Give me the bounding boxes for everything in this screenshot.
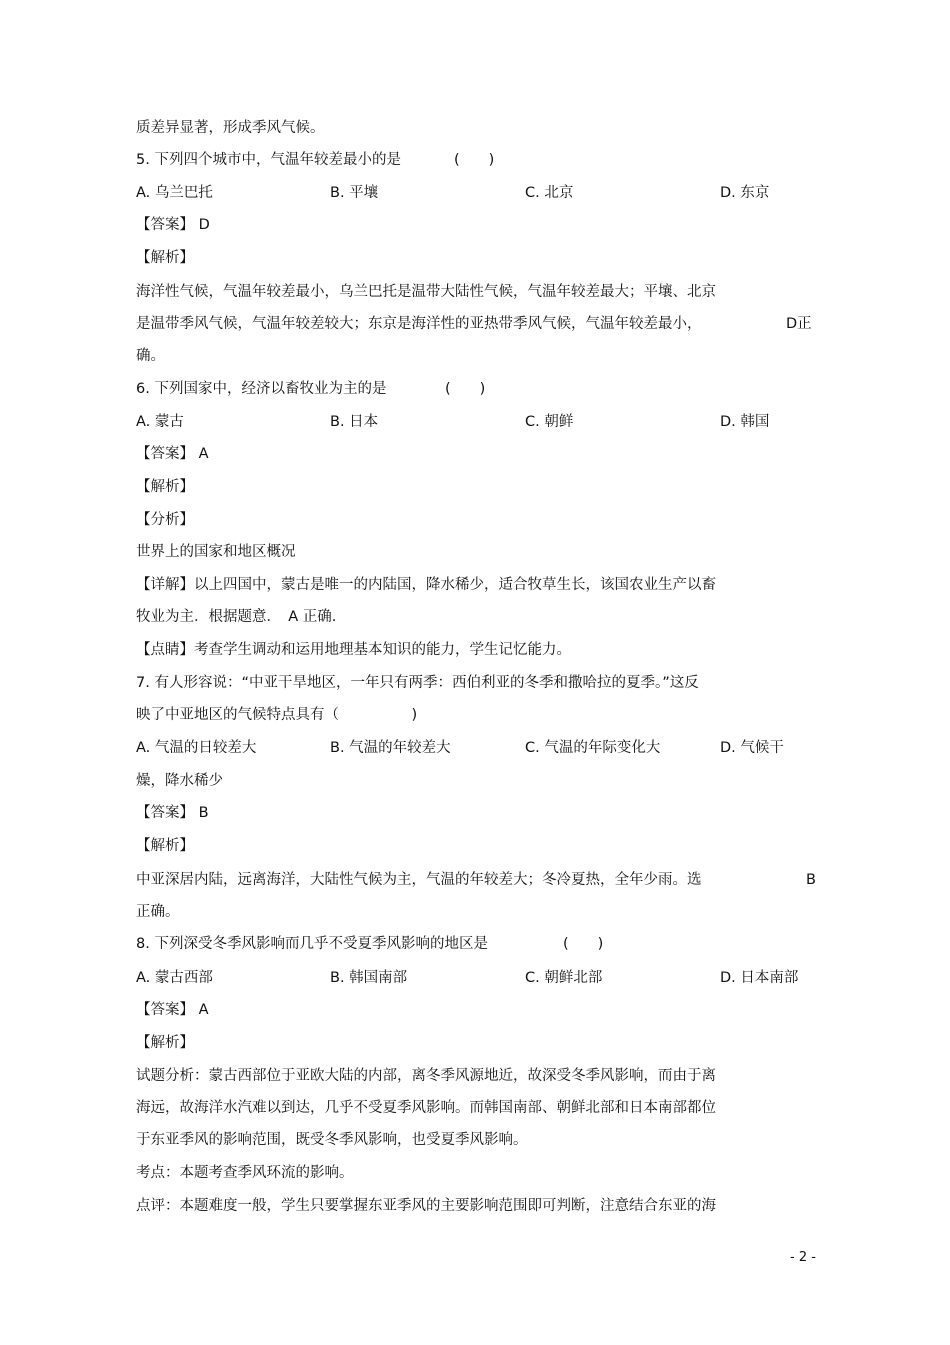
q7-analysis-last: 正确。 [136, 904, 180, 920]
q6-fenxi-label: 【分析】 [136, 512, 194, 528]
q5-analysis-label: 【解析】 [136, 250, 194, 266]
q8-kaodian: 考点：本题考查季风环流的影响。 [136, 1165, 354, 1181]
q8-option-a: A. 蒙古西部 [136, 970, 213, 986]
q7-analysis-tail: B [806, 872, 816, 888]
q6-option-c: C. 朝鲜 [525, 414, 574, 430]
q5-option-c: C. 北京 [525, 185, 574, 201]
q8-option-c: C. 朝鲜北部 [525, 970, 603, 986]
q7-question-line-2: 映了中亚地区的气候特点具有（ ) [136, 707, 418, 723]
q8-answer: 【答案】 A [136, 1002, 209, 1018]
q5-analysis-line-1: 海洋性气候，气温年较差最小，乌兰巴托是温带大陆性气候，气温年较差最大；平壤、北京 [136, 284, 716, 300]
q6-analysis-label: 【解析】 [136, 479, 194, 495]
q7-option-d-continued: 燥，降水稀少 [136, 773, 223, 789]
q8-answer-paren: ( ) [563, 936, 604, 952]
q6-option-b: B. 日本 [330, 414, 379, 430]
q8-option-d: D. 日本南部 [720, 970, 799, 986]
q7-option-d: D. 气候干 [720, 740, 784, 756]
q6-answer-paren: ( ) [445, 381, 486, 397]
q5-question: 5. 下列四个城市中，气温年较差最小的是 [136, 152, 401, 168]
q7-option-b: B. 气温的年较差大 [330, 740, 451, 756]
q6-dianjing: 【点睛】考查学生调动和运用地理基本知识的能力，学生记忆能力。 [136, 642, 571, 658]
q5-answer-paren: ( ) [454, 152, 495, 168]
intro-line: 质差异显著，形成季风气候。 [136, 120, 325, 136]
q6-option-a: A. 蒙古 [136, 414, 184, 430]
page-number: - 2 - [790, 1250, 816, 1265]
q5-analysis-last: 确。 [136, 348, 165, 364]
q7-question-line-1: 7. 有人形容说：“中亚干旱地区，一年只有两季：西伯利亚的冬季和撒哈拉的夏季。”这反 [136, 675, 699, 691]
q8-analysis-line-3: 于东亚季风的影响范围，既受冬季风影响，也受夏季风影响。 [136, 1132, 528, 1148]
q8-analysis-label: 【解析】 [136, 1035, 194, 1051]
q5-option-b: B. 平壤 [330, 185, 379, 201]
q8-question: 8. 下列深受冬季风影响而几乎不受夏季风影响的地区是 [136, 936, 488, 952]
q6-answer: 【答案】 A [136, 446, 209, 462]
q5-analysis-tail: D正 [786, 316, 812, 332]
q7-answer: 【答案】 B [136, 805, 209, 821]
q6-option-d: D. 韩国 [720, 414, 770, 430]
q6-detail-line-2: 牧业为主．根据题意． A 正确. [136, 609, 337, 625]
q7-option-a: A. 气温的日较差大 [136, 740, 257, 756]
q5-option-a: A. 乌兰巴托 [136, 185, 213, 201]
q7-analysis-line: 中亚深居内陆，远离海洋，大陆性气候为主，气温的年较差大；冬冷夏热，全年少雨。选 [136, 872, 702, 888]
q5-option-d: D. 东京 [720, 185, 770, 201]
q8-dianping: 点评：本题难度一般，学生只要掌握东亚季风的主要影响范围即可判断，注意结合东亚的海 [136, 1198, 716, 1214]
q5-analysis-line-2: 是温带季风气候，气温年较差较大；东京是海洋性的亚热带季风气候，气温年较差最小， [136, 316, 702, 332]
q8-option-b: B. 韩国南部 [330, 970, 408, 986]
q6-detail-line-1: 【详解】以上四国中，蒙古是唯一的内陆国，降水稀少，适合牧草生长，该国农业生产以畜 [136, 577, 716, 593]
q7-option-c: C. 气温的年际变化大 [525, 740, 661, 756]
q6-question: 6. 下列国家中，经济以畜牧业为主的是 [136, 381, 387, 397]
q7-analysis-label: 【解析】 [136, 838, 194, 854]
q8-analysis-line-1: 试题分析：蒙古西部位于亚欧大陆的内部，离冬季风源地近，故深受冬季风影响，而由于离 [136, 1068, 716, 1084]
q8-analysis-line-2: 海远，故海洋水汽难以到达，几乎不受夏季风影响。而韩国南部、朝鲜北部和日本南部都位 [136, 1100, 716, 1116]
q5-answer: 【答案】 D [136, 217, 210, 233]
q6-fenxi-text: 世界上的国家和地区概况 [136, 544, 296, 560]
